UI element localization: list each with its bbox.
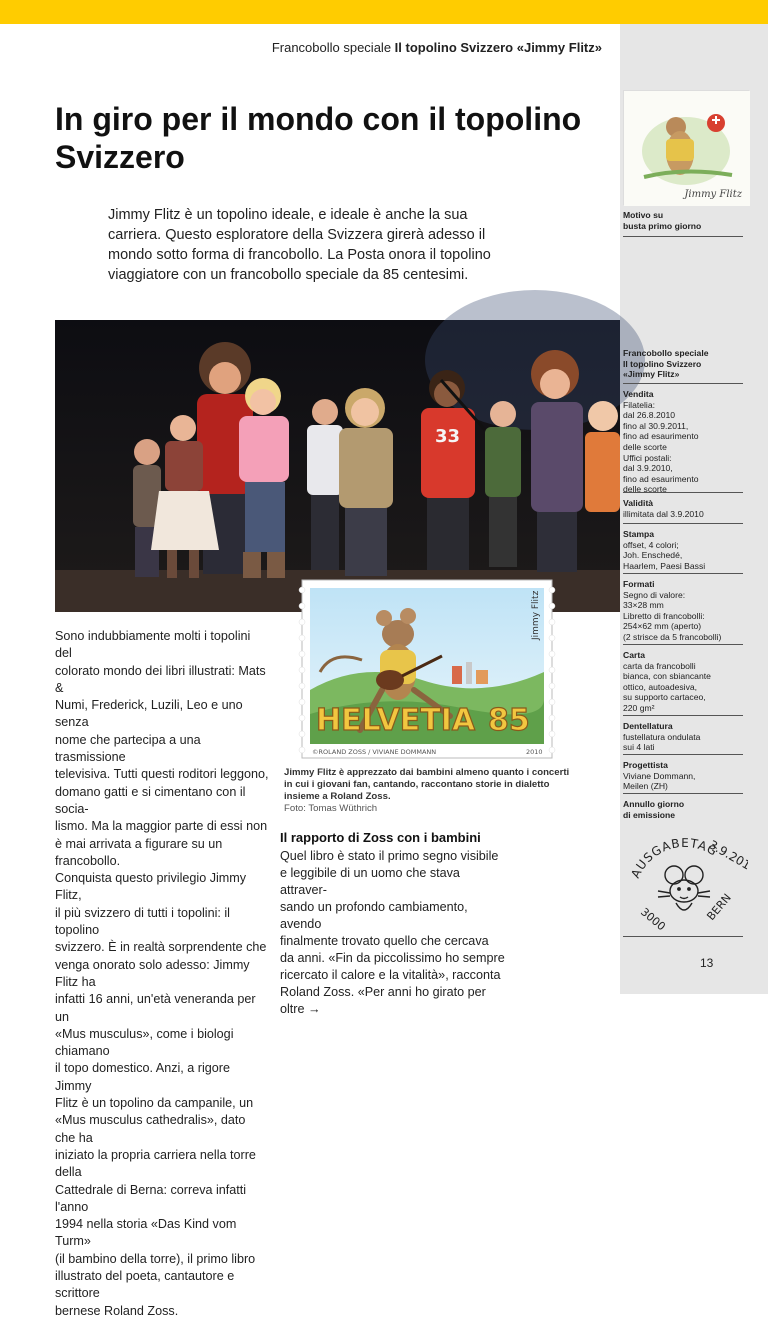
body-text-left (55, 628, 269, 1320)
svg-text:33: 33 (435, 426, 461, 447)
concert-photo (55, 320, 620, 612)
article-title: In giro per il mondo con il topolino Svizzero (55, 101, 582, 175)
photo-caption (284, 767, 574, 815)
page-number: 13 (700, 956, 714, 970)
info-text: offset, 4 colori; Joh. Enschedé, Haarlem, Paesi Bassi (623, 539, 706, 571)
stamp-year: 2010 (526, 748, 543, 756)
info-text: Filatelia: dal 26.8.2010 fino al 30.9.2011, fino ad esaurimento delle scorte Uffici postali: dal 3.9.2010, fino ad esaurimento delle scorte (623, 399, 699, 495)
info-heading: Dentellatura (623, 721, 673, 731)
divider (623, 236, 743, 237)
stamp-copyright: ©ROLAND ZOSS / VIVIANE DOMMANN (312, 748, 437, 756)
postmark-date: 3.9.2010 (706, 837, 748, 877)
divider (623, 754, 743, 755)
divider (623, 936, 743, 937)
photo-caption-text: Jimmy Flitz è apprezzato dai bambini almeno quanto i concerti in cui i giovani fan, cantando, raccontano storie in dialetto insieme a Roland Zoss. (284, 767, 570, 802)
kicker-prefix: Francobollo speciale (271, 40, 392, 55)
divider (623, 715, 743, 716)
stamp-value: 85 (488, 703, 530, 738)
kicker-title: Il topolino Svizzero «Jimmy Flitz» (394, 40, 602, 55)
divider (623, 523, 743, 524)
divider (623, 644, 743, 645)
top-color-bar (0, 0, 768, 24)
article-lead: Jimmy Flitz è un topolino ideale, e ideale è anche la sua carriera. Questo esploratore della Svizzera girerà adesso il mondo sotto forma di francobollo. La Posta onora il topolino viaggiatore con un francobollo speciale da 85 centesimi. (108, 207, 491, 283)
first-day-cover-thumbnail (623, 90, 749, 205)
info-annullo (623, 799, 743, 820)
info-text: fustellatura ondulata sui 4 lati (623, 731, 701, 753)
info-vendita (623, 389, 743, 495)
postmark-illustration (622, 825, 748, 935)
thumb-caption-text: Motivo su busta primo giorno (623, 210, 702, 231)
photo-credit: Foto: Tomas Wüthrich (284, 803, 378, 814)
info-heading: Vendita (623, 389, 654, 399)
thumb-signature: Jimmy Flitz (684, 189, 742, 200)
info-heading: Annullo giorno di emissione (623, 799, 685, 820)
mouse-drawing-icon (658, 866, 710, 910)
concert-photo-illustration (55, 320, 620, 612)
body-text-right: Quel libro è stato il primo segno visibile e leggibile di un uomo che stava attraver- sando un profondo cambiamento, avendo finalmente trovato quello che cercava da anni. «Fin da piccolissimo ho sempre ricercato il calore e la vitalità», racconta Roland Zoss. «Per anni ho girato per oltre → (280, 849, 505, 1016)
divider (623, 573, 743, 574)
info-heading: Carta (623, 650, 645, 660)
info-dentellatura (623, 721, 743, 753)
stamp-image (302, 580, 552, 758)
info-carta (623, 650, 743, 714)
stamp-name: Jimmy Flitz (531, 590, 541, 640)
stamp-country: HELVETIA (316, 703, 476, 738)
postmark-top-text: AUSGABETAG (628, 835, 721, 881)
info-text: Viviane Dommann, Meilen (ZH) (623, 770, 696, 792)
info-validita (623, 498, 743, 519)
section-subhead: Il rapporto di Zoss con i bambini (280, 830, 481, 845)
svg-text:AUSGABETAG (628, 836, 720, 880)
postmark-cancellation (622, 825, 748, 935)
info-heading: Progettista (623, 760, 668, 770)
body-paragraph-1: Sono indubbiamente molti i topolini del colorato mondo dei libri illustrati: Mats & Numi, Frederick, Luzili, Leo e uno senza nome che partecipa a una trasmissione televisiva. Tutti questi roditori leggono, domano gatti e si cimentano con il socia- lismo. Ma la maggior parte di essi non è mai arrivata a figurare su un francobollo. Conquista questo privilegio Jimmy Flitz, il più svizzero di tutti i topolini: il topolino svizzero. È in realtà sorprendente che venga onorato solo adesso: Jimmy Flitz ha infatti 16 anni, un'età veneranda per un «Mus musculus», come i biologi chiamano il topo domestico. Anzi, a rigore Jimmy Flitz è un topolino da campanile, un «Mus musculus cathedralis», dato che ha iniziato la propria carriera nella torre della Cattedrale di Berna: correva infatti l'anno 1994 nella storia «Das Kind vom Turm» (il bambino della torre), il primo libro illustrato del poeta, cantautore e scrittore bernese Roland Zoss. (55, 629, 269, 1318)
info-formati (623, 579, 743, 643)
postmark-city: BERN (704, 891, 734, 923)
divider (623, 383, 743, 384)
info-text: Segno di valore: 33×28 mm Libretto di francobolli: 254×62 mm (aperto) (2 strisce da 5 francobolli) (623, 589, 722, 642)
info-progettista (623, 760, 743, 792)
postmark-zip: 3000 (638, 905, 668, 934)
info-text: illimitata dal 3.9.2010 (623, 508, 704, 519)
info-heading: Stampa (623, 529, 655, 539)
divider (623, 793, 743, 794)
product-title (623, 348, 743, 380)
info-heading: Formati (623, 579, 655, 589)
divider (623, 492, 743, 493)
info-stampa (623, 529, 743, 571)
info-heading: Validità (623, 498, 654, 508)
info-text: carta da francobolli bianca, con sbiancante ottico, autoadesiva, su supporto cartaceo, 220 gm² (623, 660, 711, 713)
section-kicker (240, 40, 602, 55)
thumb-caption (623, 210, 743, 231)
stamp-illustration (302, 580, 552, 758)
product-title-text: Francobollo speciale Il topolino Svizzero «Jimmy Flitz» (623, 348, 709, 380)
